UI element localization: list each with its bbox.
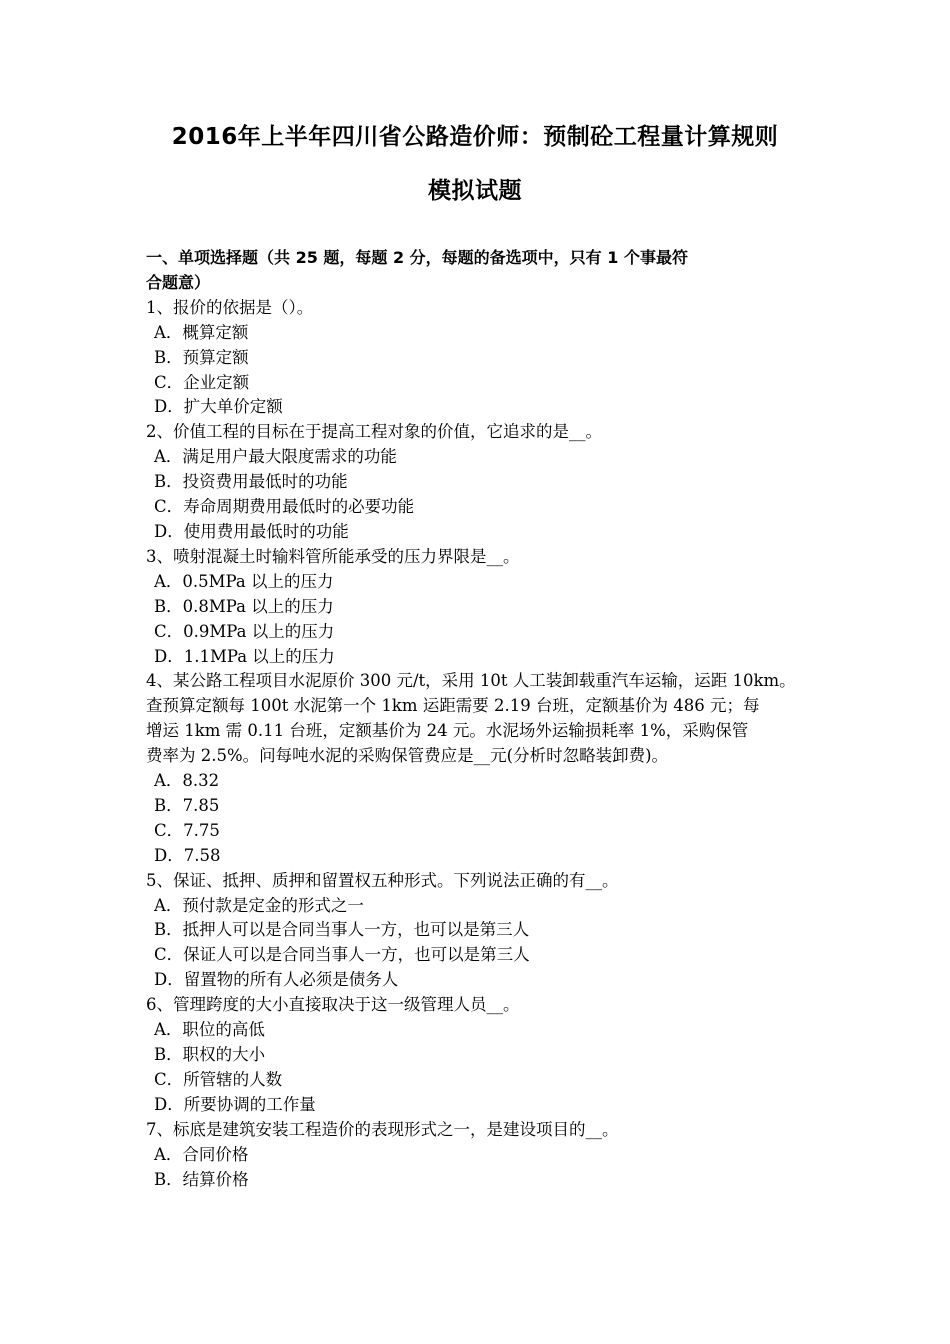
document-body — [146, 246, 818, 1192]
answer-option: B．抵押人可以是合同当事人一方，也可以是第三人 — [154, 920, 530, 940]
question-block — [146, 993, 818, 1118]
question-stem: 2、价值工程的目标在于提高工程对象的价值，它追求的是__。 — [146, 422, 602, 442]
section-heading-line: 合题意） — [146, 272, 211, 292]
question-list — [146, 296, 818, 1193]
answer-option: A．8.32 — [154, 771, 220, 791]
question-block — [146, 669, 818, 868]
question-block — [146, 869, 818, 994]
answer-option: A．0.5MPa 以上的压力 — [154, 571, 334, 591]
answer-option: C．寿命周期费用最低时的必要功能 — [154, 497, 415, 517]
question-stem: 4、某公路工程项目水泥原价 300 元/t，采用 10t 人工装卸载重汽车运输，运距 10km。 — [146, 671, 796, 691]
answer-option: C．所管辖的人数 — [154, 1069, 283, 1089]
document-title: 2016年上半年四川省公路造价师：预制砼工程量计算规则 — [171, 124, 779, 150]
answer-option: B．职权的大小 — [154, 1045, 266, 1064]
question-stem: 费率为 2.5%。问每吨水泥的采购保管费应是__元(分析时忽略装卸费)。 — [146, 746, 669, 766]
answer-option: D．7.58 — [154, 845, 221, 865]
answer-option: A．满足用户最大限度需求的功能 — [154, 447, 397, 467]
answer-option: B．7.85 — [154, 795, 220, 815]
answer-option: D．所要协调的工作量 — [154, 1094, 316, 1114]
answer-option: A．预付款是定金的形式之一 — [154, 895, 364, 915]
question-stem: 5、保证、抵押、质押和留置权五种形式。下列说法正确的有__。 — [146, 870, 619, 890]
question-stem: 增运 1km 需 0.11 台班，定额基价为 24 元。水泥场外运输损耗率 1%，采购保管 — [146, 721, 749, 741]
answer-option: C．7.75 — [154, 820, 220, 840]
question-stem: 1、报价的依据是（）。 — [146, 297, 314, 317]
answer-option: B．预算定额 — [154, 347, 249, 367]
answer-option: D．1.1MPa 以上的压力 — [154, 646, 335, 666]
question-stem: 3、喷射混凝土时输料管所能承受的压力界限是__。 — [146, 546, 520, 566]
answer-option: C．保证人可以是合同当事人一方，也可以是第三人 — [154, 945, 530, 965]
question-stem: 查预算定额每 100t 水泥第一个 1km 运距需要 2.19 台班，定额基价为 486 元；每 — [146, 696, 760, 716]
answer-option: D．扩大单价定额 — [154, 397, 283, 417]
question-block — [146, 545, 818, 670]
question-stem: 6、管理跨度的大小直接取决于这一级管理人员__。 — [146, 995, 520, 1015]
document-subtitle: 模拟试题 — [428, 178, 522, 204]
question-stem: 7、标底是建筑安装工程造价的表现形式之一，是建设项目的__。 — [146, 1119, 619, 1139]
answer-option: B．0.8MPa 以上的压力 — [154, 596, 334, 616]
answer-option: B．投资费用最低时的功能 — [154, 472, 348, 492]
answer-option: B．结算价格 — [154, 1169, 249, 1189]
answer-option: D．留置物的所有人必须是债务人 — [154, 970, 399, 990]
answer-option: A．概算定额 — [154, 322, 249, 342]
question-block — [146, 420, 818, 545]
answer-option: A．职位的高低 — [154, 1020, 265, 1040]
answer-option: A．合同价格 — [154, 1144, 249, 1164]
question-block — [146, 1118, 818, 1193]
answer-option: D．使用费用最低时的功能 — [154, 521, 349, 541]
section-heading — [146, 246, 818, 296]
answer-option: C．企业定额 — [154, 372, 250, 392]
answer-option: C．0.9MPa 以上的压力 — [154, 621, 335, 641]
question-block — [146, 296, 818, 421]
section-heading-line: 一、单项选择题（共 25 题，每题 2 分，每题的备选项中，只有 1 个事最符 — [146, 248, 688, 267]
